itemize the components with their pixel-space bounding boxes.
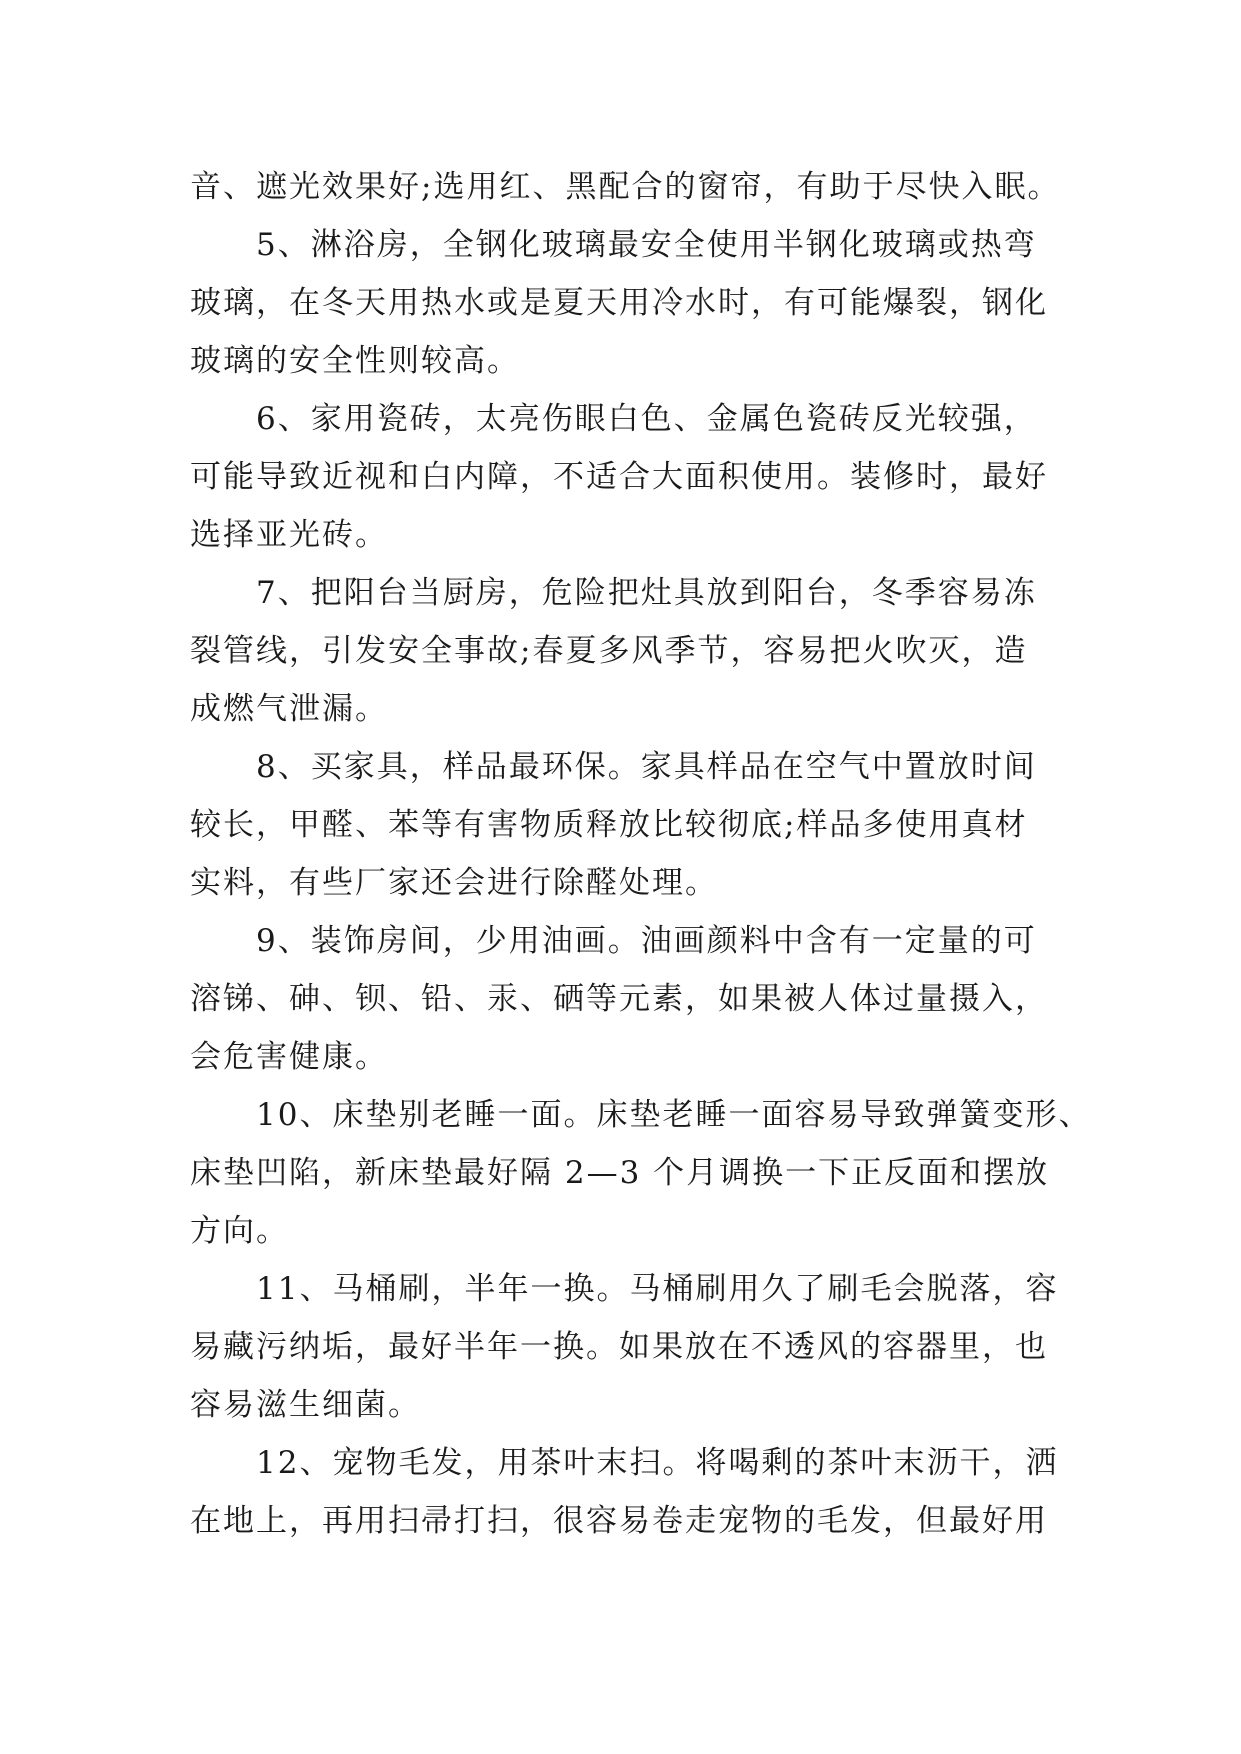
text-line: 实料，有些厂家还会进行除醛处理。	[190, 865, 718, 901]
text-line: 选择亚光砖。	[190, 517, 388, 553]
text-line: 较长，甲醛、苯等有害物质释放比较彻底;样品多使用真材	[190, 807, 1028, 843]
paragraph	[190, 390, 1070, 564]
text-line: 玻璃，在冬天用热水或是夏天用冷水时，有可能爆裂，钢化	[190, 285, 1048, 321]
paragraph	[190, 1260, 1070, 1434]
text-line: 12、宠物毛发，用茶叶末扫。将喝剩的茶叶末沥干，洒	[256, 1445, 1059, 1481]
paragraph	[190, 216, 1070, 390]
text-line: 在地上，再用扫帚打扫，很容易卷走宠物的毛发，但最好用	[190, 1503, 1048, 1539]
paragraph	[190, 912, 1070, 1086]
paragraph	[190, 1434, 1070, 1550]
document-body	[190, 158, 1092, 1550]
paragraph	[190, 158, 1070, 216]
text-line: 成燃气泄漏。	[190, 691, 388, 727]
paragraph	[190, 564, 1070, 738]
text-line: 床垫凹陷，新床垫最好隔 2—3 个月调换一下正反面和摆放	[190, 1155, 1050, 1191]
text-line: 方向。	[190, 1213, 289, 1249]
paragraph	[190, 1086, 1092, 1260]
text-line: 8、买家具，样品最环保。家具样品在空气中置放时间	[256, 749, 1037, 785]
text-line: 5、淋浴房，全钢化玻璃最安全使用半钢化玻璃或热弯	[256, 227, 1037, 263]
text-line: 可能导致近视和白内障，不适合大面积使用。装修时，最好	[190, 459, 1048, 495]
text-line: 会危害健康。	[190, 1039, 388, 1075]
text-line: 9、装饰房间，少用油画。油画颜料中含有一定量的可	[256, 923, 1037, 959]
text-line: 容易滋生细菌。	[190, 1387, 421, 1423]
text-line: 玻璃的安全性则较高。	[190, 343, 520, 379]
text-line: 11、马桶刷，半年一换。马桶刷用久了刷毛会脱落，容	[256, 1271, 1059, 1307]
text-line: 音、遮光效果好;选用红、黑配合的窗帘，有助于尽快入眠。	[190, 169, 1061, 205]
text-line: 10、床垫别老睡一面。床垫老睡一面容易导致弹簧变形、	[256, 1097, 1092, 1133]
text-line: 6、家用瓷砖，太亮伤眼白色、金属色瓷砖反光较强，	[256, 401, 1037, 437]
text-line: 易藏污纳垢，最好半年一换。如果放在不透风的容器里，也	[190, 1329, 1048, 1365]
text-line: 裂管线，引发安全事故;春夏多风季节，容易把火吹灭，造	[190, 633, 1028, 669]
text-line: 溶锑、砷、钡、铅、汞、硒等元素，如果被人体过量摄入，	[190, 981, 1048, 1017]
text-line: 7、把阳台当厨房，危险把灶具放到阳台，冬季容易冻	[256, 575, 1037, 611]
paragraph	[190, 738, 1070, 912]
